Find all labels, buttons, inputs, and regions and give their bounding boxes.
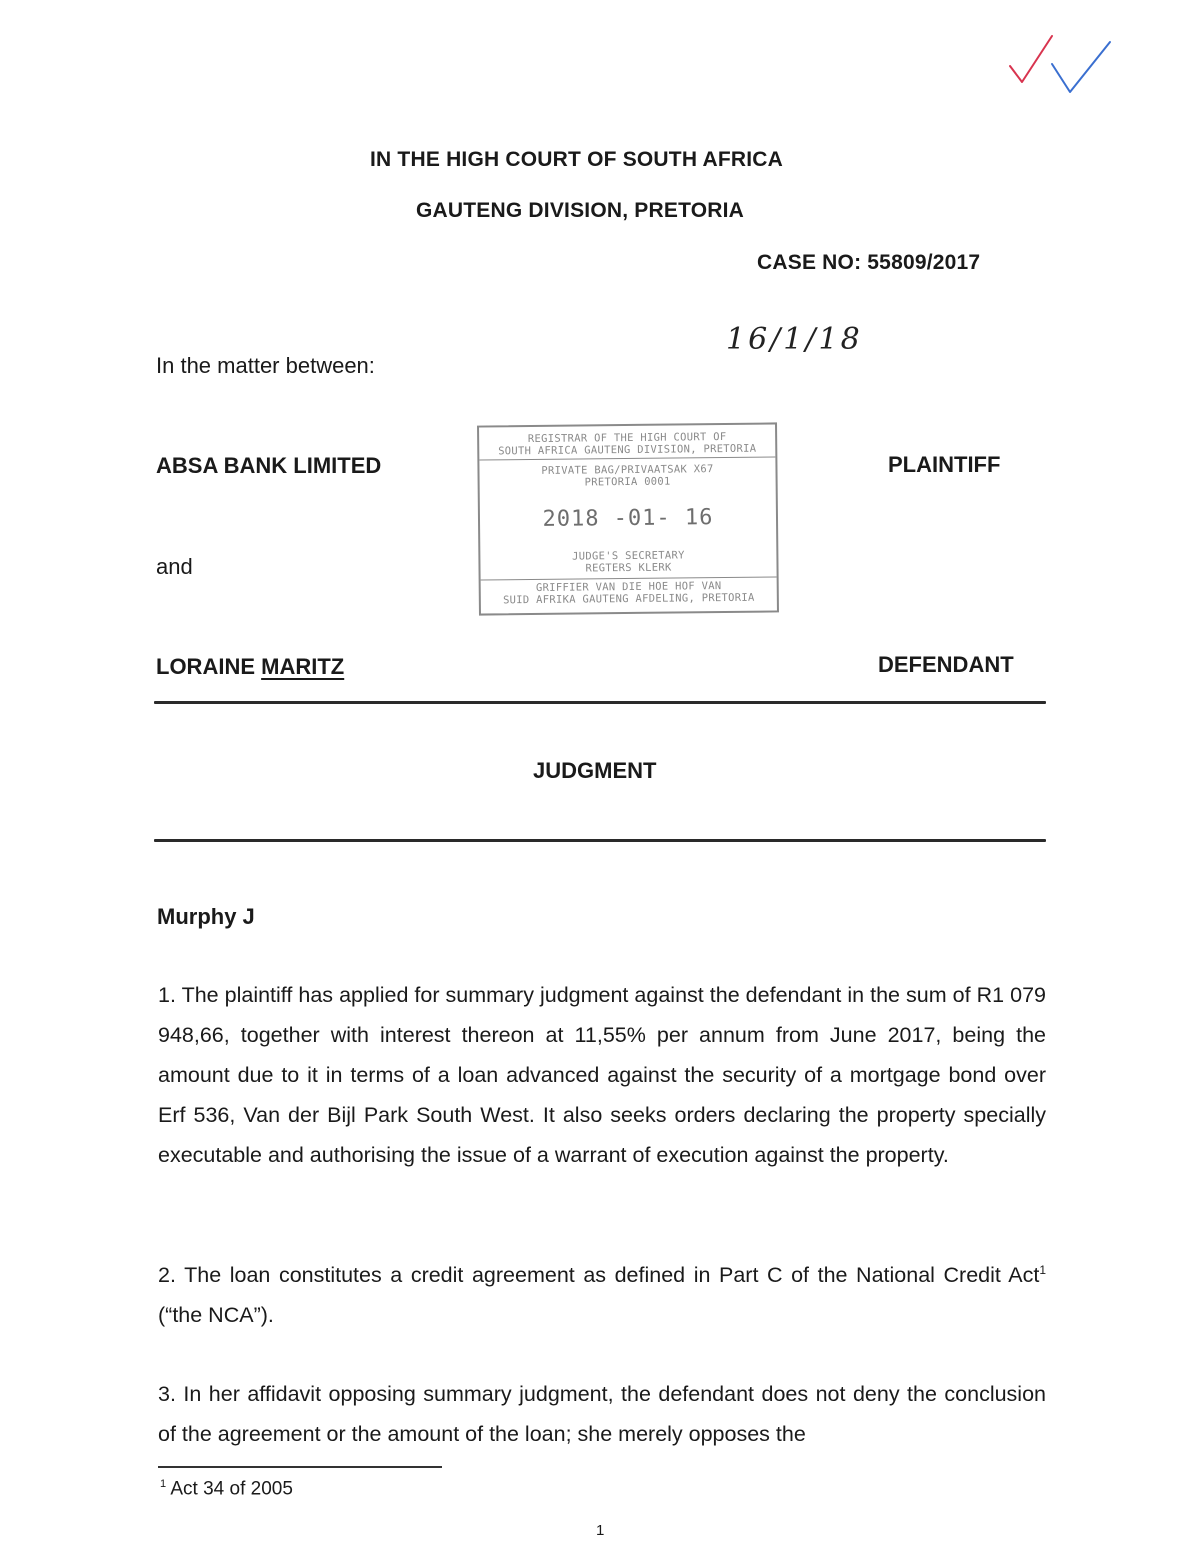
case-number: CASE NO: 55809/2017 xyxy=(757,251,981,274)
blue-check-icon xyxy=(1052,42,1110,92)
defendant-last-name: MARITZ xyxy=(261,654,345,679)
judgment-title: JUDGMENT xyxy=(533,758,657,783)
footnote-divider xyxy=(158,1466,442,1468)
stamp-line: REGTERS KLERK xyxy=(585,561,672,575)
divider-bottom xyxy=(154,839,1046,842)
stamp-line: SUID AFRIKA GAUTENG AFDELING, PRETORIA xyxy=(502,591,755,607)
defendant-role: DEFENDANT xyxy=(878,652,1014,677)
registrar-stamp xyxy=(477,422,779,615)
check-marks-icon xyxy=(1000,30,1120,100)
matter-intro: In the matter between: xyxy=(156,353,375,378)
judge-name: Murphy J xyxy=(157,904,255,929)
defendant-first-name: LORAINE xyxy=(156,654,262,679)
paragraph-1: 1. The plaintiff has applied for summary judgment against the defendant in the sum of R1 079 948,66, together with interest thereon at 11,55% per annum from June 2017, being the amount due to it in terms of a loan advanced against the security of a mortgage bond over Erf 536, Van der Bijl Park South West. It also seeks orders declaring the property specially executable and authorising the issue of a warrant of execution against the property. xyxy=(158,983,1046,1167)
party-conjunction: and xyxy=(156,554,193,579)
red-check-icon xyxy=(1010,36,1052,82)
stamp-line: JUDGE'S SECRETARY xyxy=(572,549,685,563)
court-heading: IN THE HIGH COURT OF SOUTH AFRICA xyxy=(370,148,783,171)
defendant-name xyxy=(156,654,344,680)
plaintiff-role: PLAINTIFF xyxy=(888,452,1001,477)
stamp-line: SOUTH AFRICA GAUTENG DIVISION, PRETORIA xyxy=(498,442,757,458)
divider-top xyxy=(154,701,1046,704)
plaintiff-name: ABSA BANK LIMITED xyxy=(156,453,382,478)
paragraph-2-text: 2. The loan constitutes a credit agreement as defined in Part C of the National Credit Act xyxy=(158,1263,1040,1287)
footnote xyxy=(160,1478,293,1500)
paragraph-2 xyxy=(158,1255,1046,1335)
division-heading: GAUTENG DIVISION, PRETORIA xyxy=(416,199,745,222)
footnote-reference: 1 xyxy=(1039,1262,1046,1277)
paragraph-2-tail: (“the NCA”). xyxy=(158,1303,274,1327)
footnote-number: 1 xyxy=(160,1478,167,1490)
handwritten-date: 16/1/18 xyxy=(726,322,863,357)
page-number: 1 xyxy=(596,1522,605,1539)
stamp-line: PRIVATE BAG/PRIVAATSAK X67 xyxy=(541,463,714,477)
stamp-line: REGISTRAR OF THE HIGH COURT OF xyxy=(527,430,727,446)
stamp-line: PRETORIA 0001 xyxy=(584,475,671,489)
stamp-line: GRIFFIER VAN DIE HOE HOF VAN xyxy=(535,580,722,594)
paragraph-3: 3. In her affidavit opposing summary judgment, the defendant does not deny the conclusion of the agreement or the amount of the loan; she merely opposes the xyxy=(158,1382,1046,1446)
stamp-date: 2018 -01- 16 xyxy=(542,505,714,532)
footnote-text: Act 34 of 2005 xyxy=(166,1478,293,1500)
